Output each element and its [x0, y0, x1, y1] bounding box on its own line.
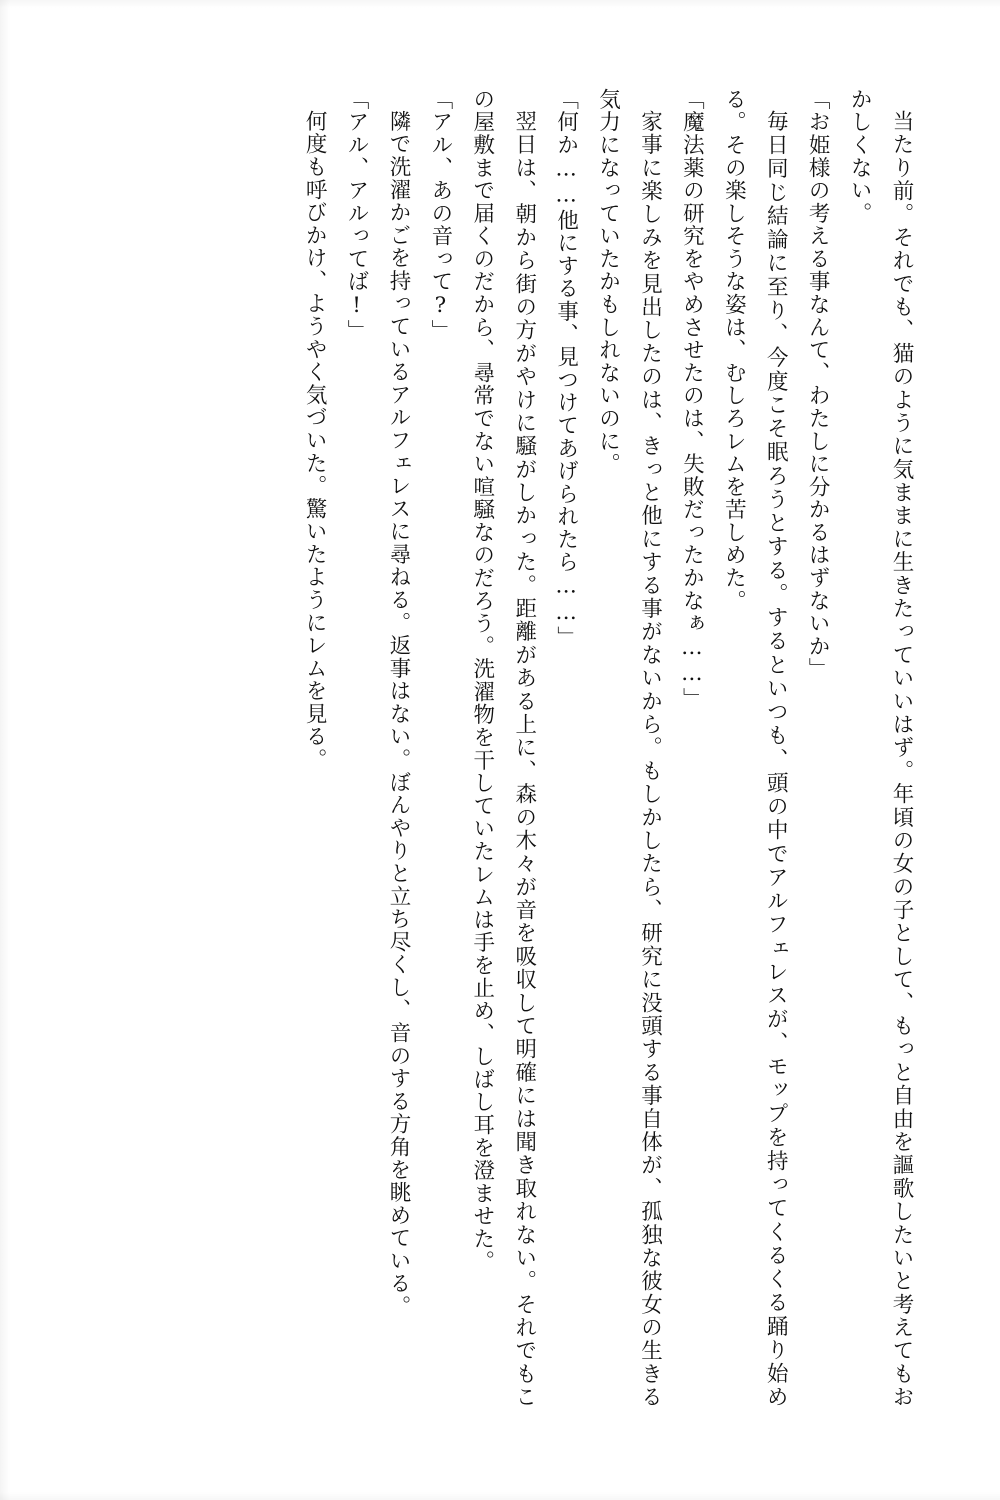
- dialogue-line: 「お姫様の考える事なんて、わたしに分かるはずないか」: [805, 88, 831, 681]
- paragraph: 隣で洗濯かごを持っているアルフェレスに尋ねる。返事はない。ぼんやりと立ち尽くし、音のする方角を眺めている。: [385, 109, 411, 1318]
- dialogue-line: 「アル、アルってば!」: [344, 88, 370, 343]
- paragraph: 家事に楽しみを見出したのは、きっと他にする事がないから。もしかしたら、研究に没頭する事自体が、孤独な彼女の生きる気力になっていたかもしれないのに。: [595, 88, 663, 1408]
- paragraph: 翌日は、朝から街の方がやけに騒がしかった。距離がある上に、森の木々が音を吸収して明確には聞き取れない。それでもこの屋敷まで届くのだから、尋常でない喧騒なのだろう。洗濯物を干していたレムは手を止め、しばし耳を澄ませた。: [469, 88, 537, 1408]
- paragraph: 当たり前。それでも、猫のように気ままに生きたっていいはず。年頃の女の子として、もっと自由を謳歌したいと考えてもおかしくない。: [847, 88, 914, 1408]
- page-edge-shading-left: [0, 0, 10, 1500]
- page-edge-shading-bottom: [0, 1492, 1000, 1500]
- vertical-text-body: [62, 88, 922, 1408]
- dialogue-line: 「魔法薬の研究をやめさせたのは、失敗だったかなぁ……」: [679, 88, 705, 711]
- paragraph: 何度も呼びかけ、ようやく気づいた。驚いたようにレムを見る。: [302, 109, 328, 771]
- paragraph: 毎日同じ結論に至り、今度こそ眠ろうとする。するといつも、頭の中でアルフェレスが、モップを持ってくるくる踊り始める。その楽しそうな姿は、むしろレムを苦しめた。: [721, 88, 789, 1408]
- page-edge-shading-top: [0, 0, 1000, 8]
- dialogue-line: 「アル、あの音って?」: [427, 88, 453, 343]
- dialogue-line: 「何か……他にする事、見つけてあげられたら……」: [553, 88, 579, 649]
